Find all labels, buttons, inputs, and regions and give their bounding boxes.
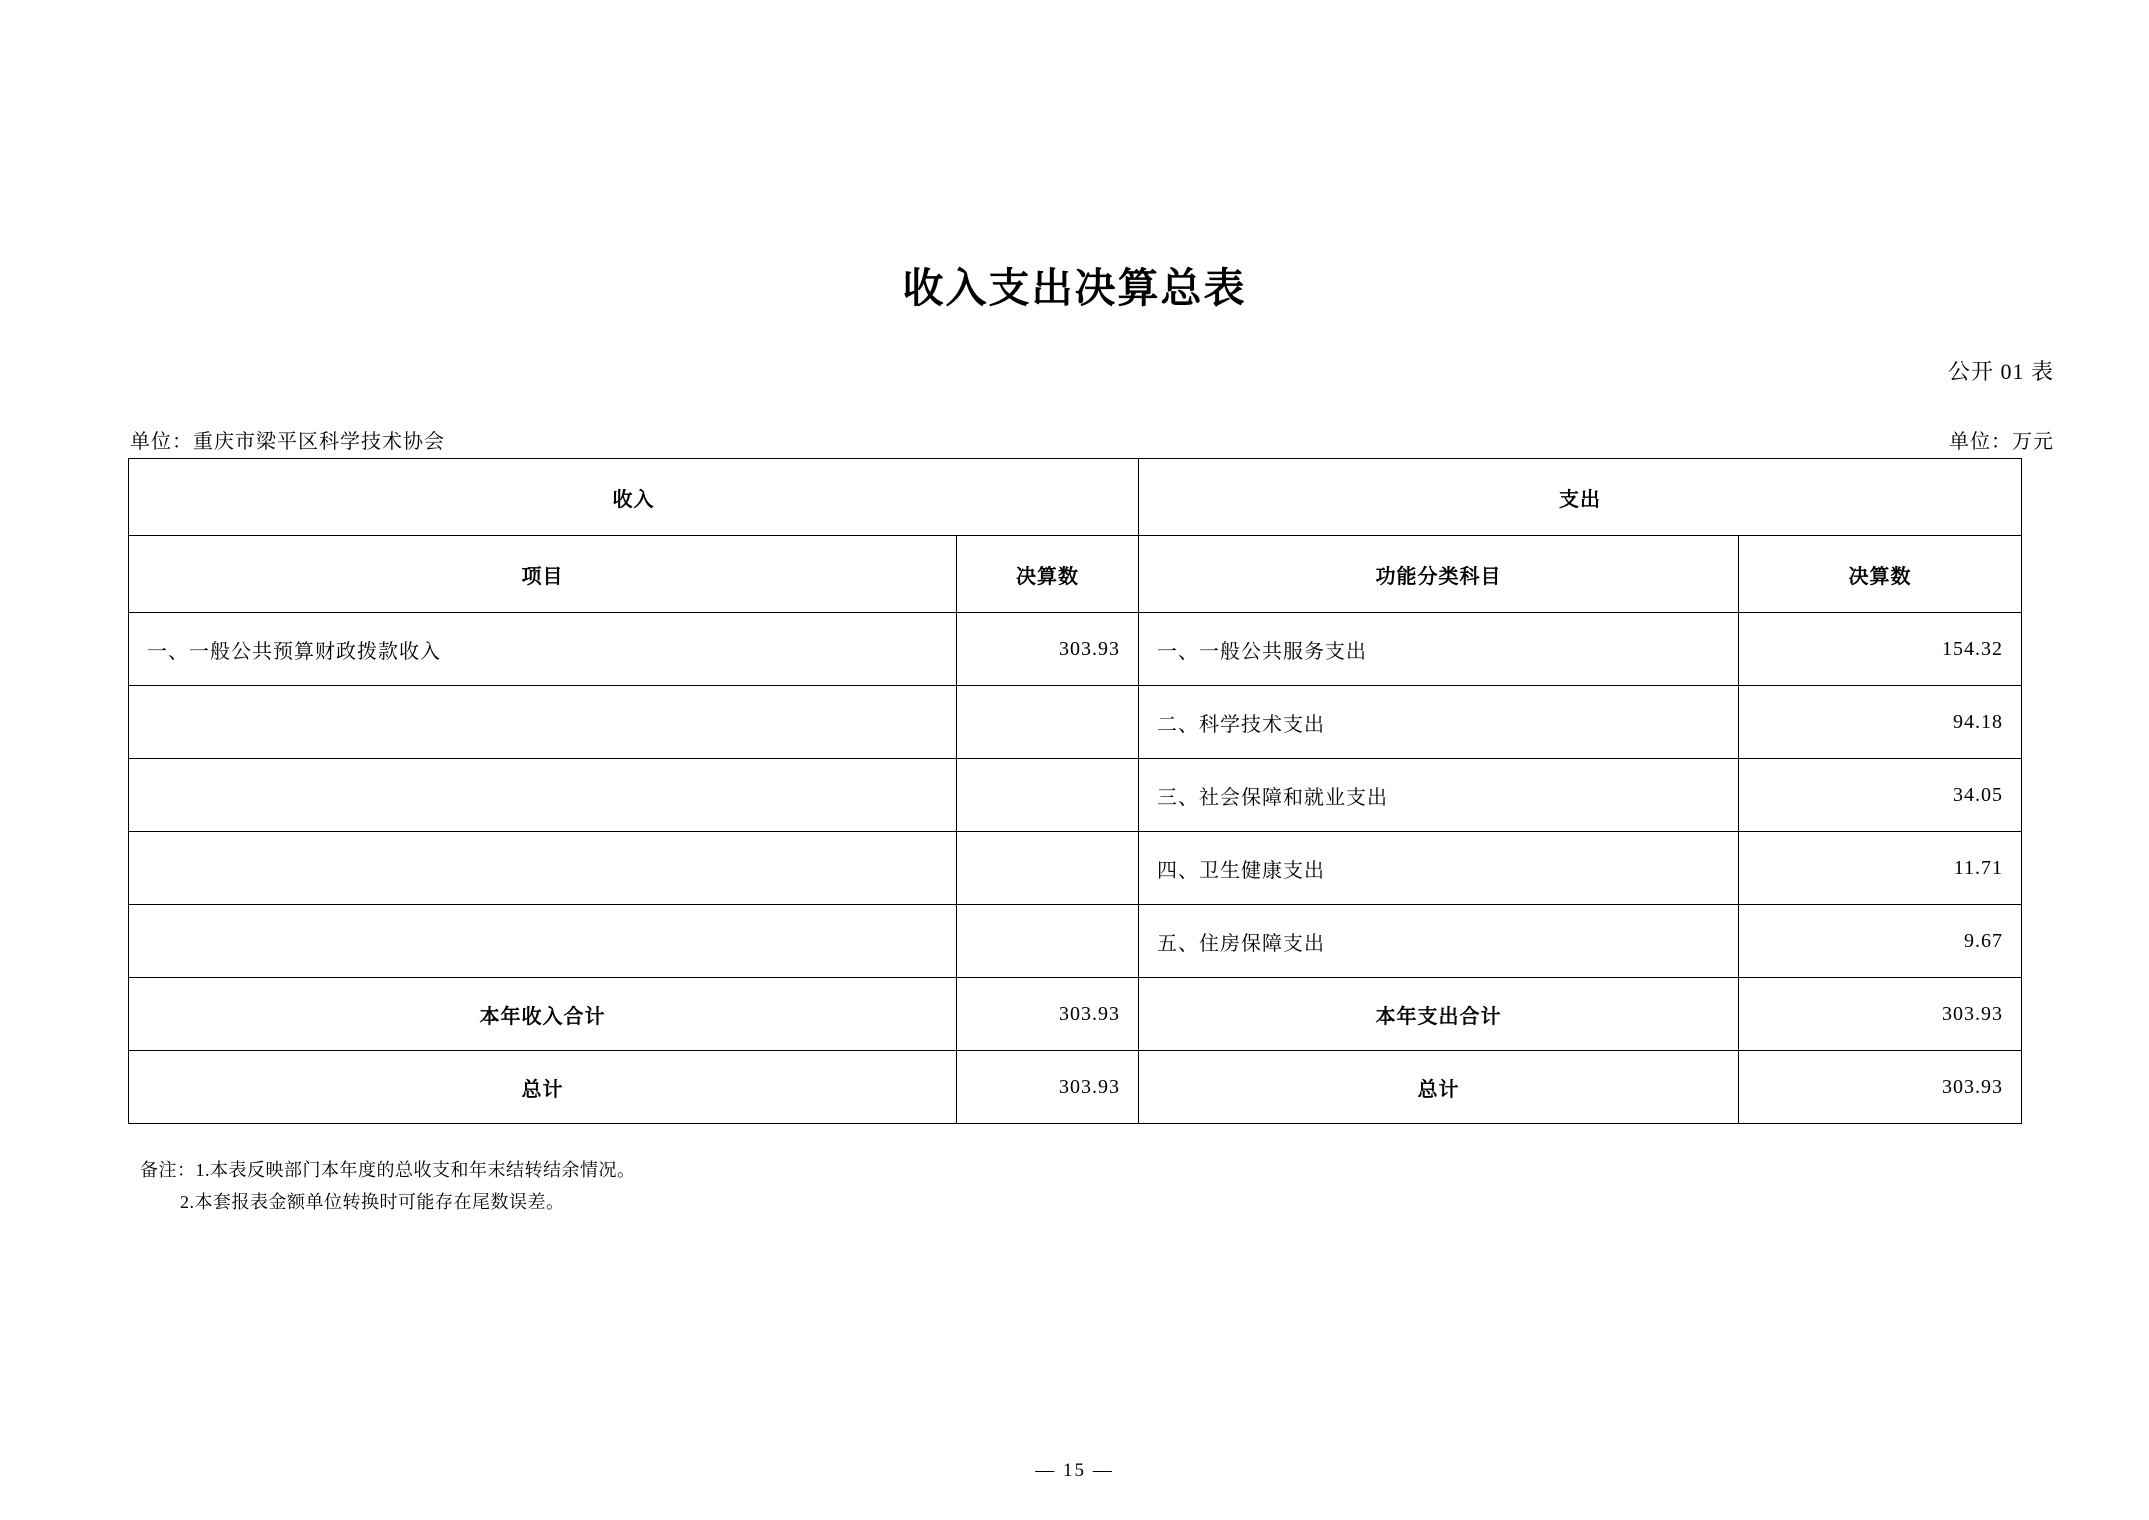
note-line-1: 备注：1.本表反映部门本年度的总收支和年末结转结余情况。 — [140, 1160, 636, 1180]
expenditure-item: 一、一般公共服务支出 — [1139, 613, 1739, 686]
income-subtotal-amount: 303.93 — [957, 978, 1139, 1051]
table-subtotal-row — [129, 978, 2022, 1051]
expenditure-total-amount: 303.93 — [1739, 1051, 2022, 1124]
table-row — [129, 832, 2022, 905]
expenditure-subtotal-label: 本年支出合计 — [1139, 978, 1739, 1051]
header-income-item: 项目 — [129, 536, 957, 613]
expenditure-total-label: 总计 — [1139, 1051, 1739, 1124]
organization-label: 单位：重庆市梁平区科学技术协会 — [130, 431, 445, 453]
income-amount — [957, 686, 1139, 759]
expenditure-item: 二、科学技术支出 — [1139, 686, 1739, 759]
expenditure-amount: 9.67 — [1739, 905, 2022, 978]
header-income-amount: 决算数 — [957, 536, 1139, 613]
table-header-row — [129, 536, 2022, 613]
income-amount — [957, 832, 1139, 905]
header-expenditure-group: 支出 — [1139, 459, 2022, 536]
table-notes — [140, 1155, 636, 1218]
income-item — [129, 686, 957, 759]
income-amount — [957, 905, 1139, 978]
header-income-group: 收入 — [129, 459, 1139, 536]
expenditure-amount: 34.05 — [1739, 759, 2022, 832]
table-header-group-row — [129, 459, 2022, 536]
expenditure-item: 四、卫生健康支出 — [1139, 832, 1739, 905]
income-item — [129, 759, 957, 832]
sheet-label: 公开 01 表 — [1947, 359, 2054, 384]
header-expenditure-amount: 决算数 — [1739, 536, 2022, 613]
table-total-row — [129, 1051, 2022, 1124]
table-row — [129, 759, 2022, 832]
table-row — [129, 905, 2022, 978]
expenditure-item: 五、住房保障支出 — [1139, 905, 1739, 978]
income-amount — [957, 759, 1139, 832]
note-line-2: 2.本套报表金额单位转换时可能存在尾数误差。 — [180, 1191, 565, 1212]
expenditure-amount: 154.32 — [1739, 613, 2022, 686]
expenditure-subtotal-amount: 303.93 — [1739, 978, 2022, 1051]
income-total-label: 总计 — [129, 1051, 957, 1124]
income-subtotal-label: 本年收入合计 — [129, 978, 957, 1051]
income-item: 一、一般公共预算财政拨款收入 — [129, 613, 957, 686]
meta-row — [130, 425, 2054, 454]
expenditure-amount: 94.18 — [1739, 686, 2022, 759]
header-expenditure-item: 功能分类科目 — [1139, 536, 1739, 613]
expenditure-item: 三、社会保障和就业支出 — [1139, 759, 1739, 832]
page-title: 收入支出决算总表 — [902, 265, 1247, 311]
amount-unit-label: 单位：万元 — [1949, 431, 2054, 453]
expenditure-amount: 11.71 — [1739, 832, 2022, 905]
income-total-amount: 303.93 — [957, 1051, 1139, 1124]
income-item — [129, 832, 957, 905]
table-row — [129, 686, 2022, 759]
income-item — [129, 905, 957, 978]
table-row — [129, 613, 2022, 686]
income-amount: 303.93 — [957, 613, 1139, 686]
page-number: — 15 — — [1035, 1460, 1114, 1481]
budget-table — [128, 458, 2022, 1124]
